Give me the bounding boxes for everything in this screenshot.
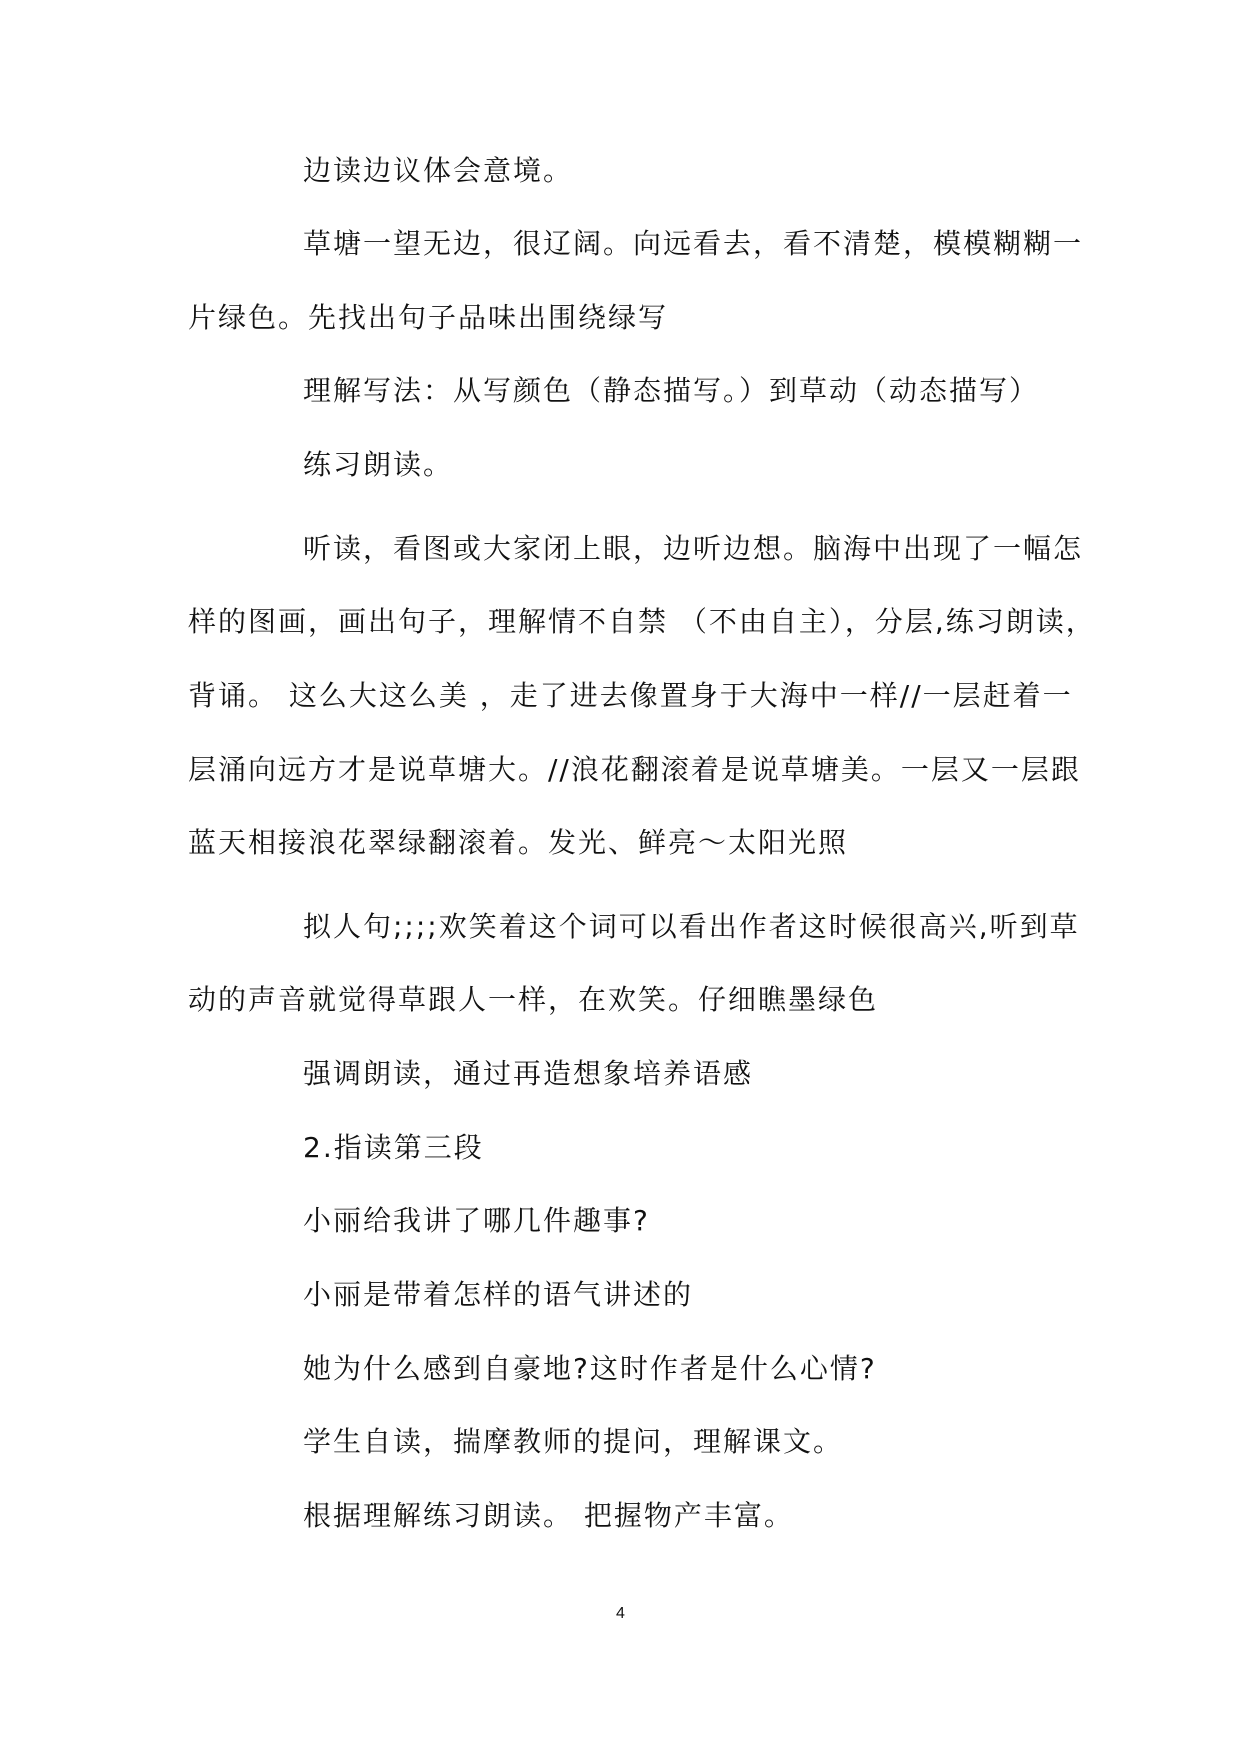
text-line: 边读边议体会意境。: [303, 154, 574, 187]
text-line: 片绿色。先找出句子品味出围绕绿写: [188, 301, 669, 334]
page-number: 4: [616, 1605, 625, 1622]
text-line: 小丽是带着怎样的语气讲述的: [303, 1278, 694, 1311]
text-line: 动的声音就觉得草跟人一样，在欢笑。仔细瞧墨绿色: [188, 983, 879, 1016]
text-line: 听读，看图或大家闭上眼，边听边想。脑海中出现了一幅怎: [303, 532, 1084, 565]
text-line: 样的图画，画出句子，理解情不自禁 （不由自主），分层,练习朗读，: [188, 605, 1096, 638]
text-line: 拟人句;;;;欢笑着这个词可以看出作者这时候很高兴,听到草: [303, 910, 1080, 943]
text-line: 层涌向远方才是说草塘大。//浪花翻滚着是说草塘美。一层又一层跟: [188, 753, 1081, 786]
text-line: 强调朗读，通过再造想象培养语感: [303, 1057, 754, 1090]
text-line: 2.指读第三段: [303, 1131, 484, 1164]
text-line: 她为什么感到自豪地?这时作者是什么心情?: [303, 1352, 877, 1385]
text-line: 蓝天相接浪花翠绿翻滚着。发光、鲜亮～太阳光照: [188, 826, 849, 859]
text-line: 背诵。 这么大这么美 ，走了进去像置身于大海中一样//一层赶着一: [188, 679, 1073, 712]
text-line: 草塘一望无边，很辽阔。向远看去，看不清楚，模模糊糊一: [303, 227, 1084, 260]
text-line: 学生自读，揣摩教师的提问，理解课文。: [303, 1425, 844, 1458]
text-line: 理解写法：从写颜色（静态描写。）到草动（动态描写）: [303, 374, 1040, 407]
text-line: 根据理解练习朗读。 把握物产丰富。: [303, 1499, 794, 1532]
text-line: 练习朗读。: [303, 448, 454, 481]
text-line: 小丽给我讲了哪几件趣事?: [303, 1204, 650, 1237]
